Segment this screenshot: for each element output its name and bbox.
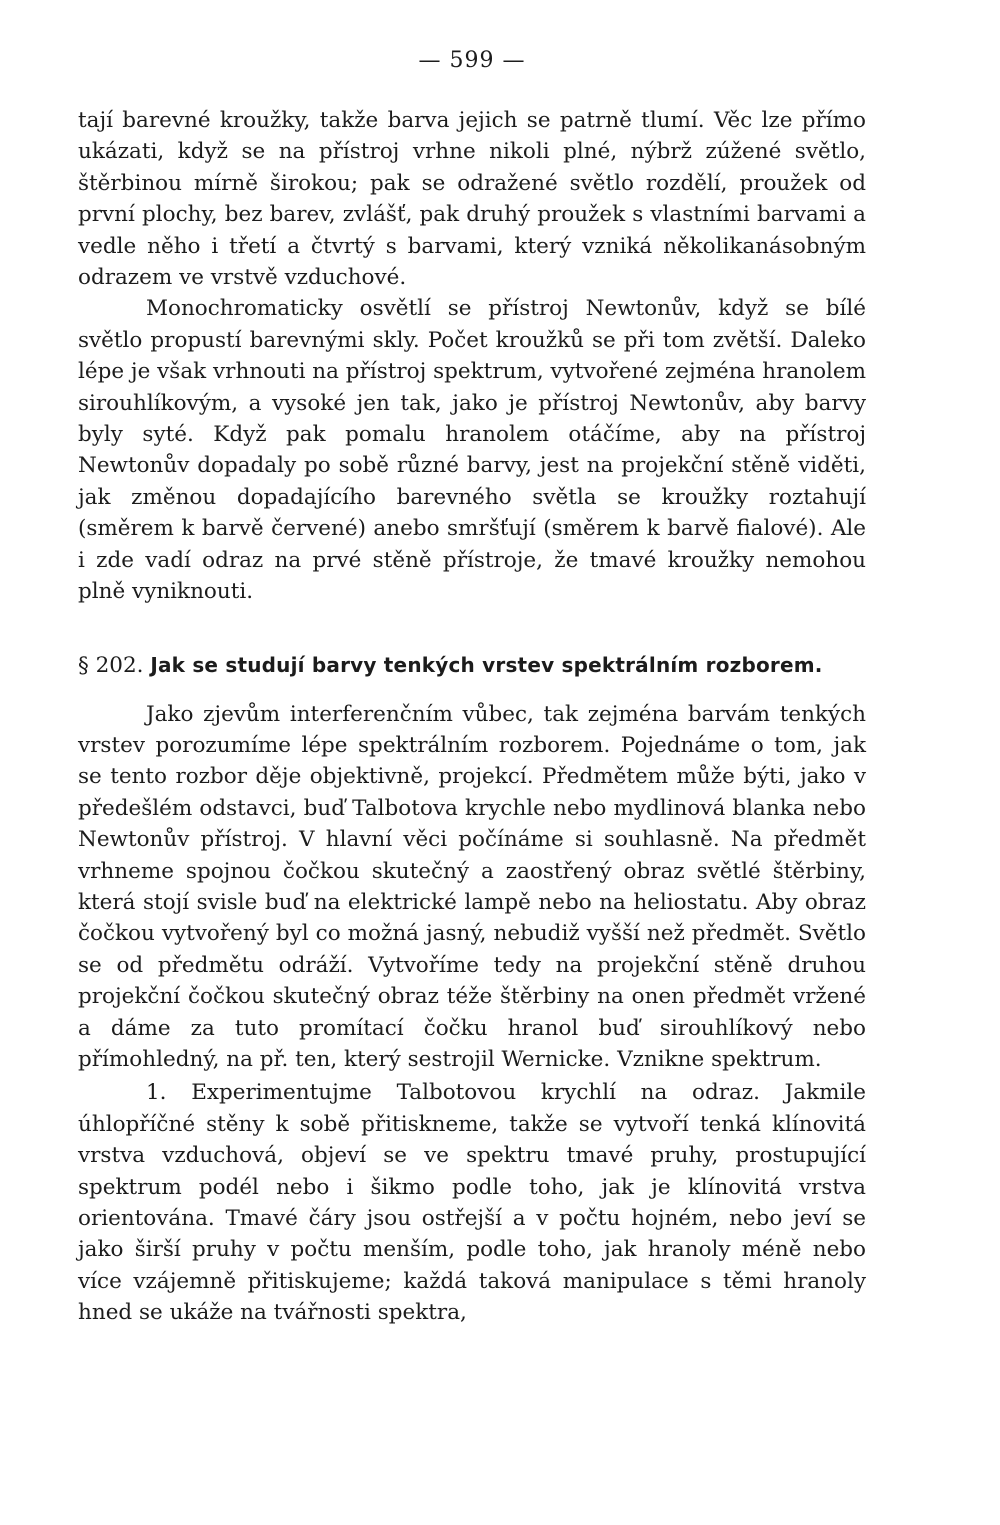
book-page <box>78 48 866 1329</box>
page-number: — 599 — <box>418 48 526 73</box>
section-heading <box>78 650 866 681</box>
paragraph-experiment-1: 1. Experimentujme Talbotovou krychlí na odraz. Jakmile úhlopříčné stěny k sobě přitiskneme, takže se vytvoří tenká klínovitá vrstva vzduchová, objeví se ve spektru tmavé pruhy, prostupující spektrum podél nebo i šikmo podle toho, jak je klínovitá vrstva orientována. Tmavé čáry jsou ostřejší a v počtu hojném, nebo jeví se jako širší pruhy v počtu menším, podle toho, jak hranoly méně nebo více vzájemně přitiskujeme; každá taková manipulace s těmi hranoly hned se ukáže na tvářnosti spektra, <box>78 1080 866 1326</box>
paragraph-monochromatic: Monochromaticky osvětlí se přístroj Newtonův, když se bílé světlo propustí barevnými skly. Počet kroužků se při tom zvětší. Daleko lépe je však vrhnouti na přístroj spektrum, vytvořené zejména hranolem sirouhlíkovým, a vysoké jen tak, jako je přístroj Newtonův, aby barvy byly syté. Když pak pomalu hranolem otáčíme, aby na přístroj Newtonův dopadaly po sobě různé barvy, jest na projekční stěně viděti, jak změnou dopadajícího barevného světla se kroužky roztahují (směrem k barvě červené) anebo smršťují (směrem k barvě fialové). Ale i zde vadí odraz na prvé stěně přístroje, že tmavé kroužky nemohou plně vyniknouti. <box>78 296 866 605</box>
paragraph-spectral-analysis: Jako zjevům interferenčním vůbec, tak zejména barvám tenkých vrstev porozumíme lépe spektrálním rozborem. Pojednáme o tom, jak se tento rozbor děje objektivně, projekcí. Předmětem může býti, jako v předešlém odstavci, buď Talbotova krychle nebo mydlinová blanka nebo Newtonův přístroj. V hlavní věci počínáme si souhlasně. Na předmět vrhneme spojnou čočkou skutečný a zaostřený obraz světlé štěrbiny, která stojí svisle buď na elektrické lampě nebo na heliostatu. Aby obraz čočkou vytvořený byl co možná jasný, nebudiž vyšší než předmět. Světlo se od předmětu odráží. Vytvoříme tedy na projekční stěně druhou projekční čočkou skutečný obraz téže štěrbiny na onen předmět vržené a dáme za tuto promítací čočku hranol buď sirouhlíkový nebo přímohledný, na př. ten, který sestrojil Wernicke. Vznikne spektrum. <box>78 701 866 1072</box>
section-number: § 202. <box>78 652 144 678</box>
paragraph-continued: tají barevné kroužky, takže barva jejich se patrně tlumí. Věc lze přímo ukázati, když se na přístroj vrhne nikoli plné, nýbrž zúžené světlo, štěrbinou mírně širokou; pak se odražené světlo rozdělí, proužek od první plochy, bez barev, zvlášť, pak druhý proužek s vlastními barvami a vedle něho i třetí a čtvrtý s barvami, který vzniká několikanásobným odrazem ve vrstvě vzduchové. <box>78 108 866 291</box>
section-title: Jak se studují barvy tenkých vrstev spektrálním rozborem. <box>150 652 823 677</box>
